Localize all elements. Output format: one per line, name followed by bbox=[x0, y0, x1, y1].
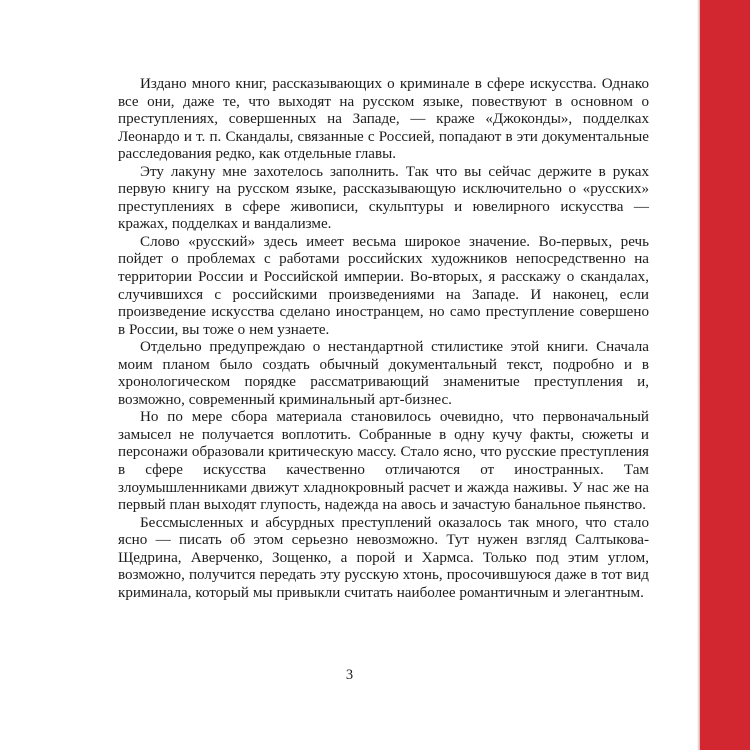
paragraph: Эту лакуну мне захотелось заполнить. Так что вы сейчас держите в руках первую книгу на русском языке, рассказывающую исключительно о «русских» преступлениях в сфере живописи, скульптуры и ювелирного искусства — кражах, подделках и вандализме. bbox=[118, 163, 649, 233]
paragraph: Отдельно предупреждаю о нестандартной стилистике этой книги. Сначала моим планом было создать обычный документальный текст, подробно и в хронологическом порядке рассматривающий знаменитые преступления и, возможно, современный криминальный арт-бизнес. bbox=[118, 339, 649, 408]
red-cover-edge-band bbox=[700, 0, 750, 750]
paragraph: Но по мере сбора материала становилось очевидно, что первоначальный замысел не получается воплотить. Собранные в одну кучу факты, сюжеты и персонажи образовали критическую массу. Стало ясно, что русские преступления в сфере искусства качественно отличаются от иностранных. Там злоумышленниками движут хладнокровный расчет и жажда наживы. У нас же на первый план выходят глупость, надежда на авось и зачастую банальное пьянство. bbox=[118, 409, 649, 514]
paragraph: Бессмысленных и абсурдных преступлений оказалось так много, что стало ясно — писать об этом серьезно невозможно. Тут нужен взгляд Салтыкова-Щедрина, Аверченко, Зощенко, а порой и Хармса. Только под этим углом, возможно, получится передать эту русскую хтонь, просочившуюся даже в тот вид криминала, который мы привыкли считать наиболее романтичным и элегантным. bbox=[118, 514, 649, 601]
paragraph: Слово «русский» здесь имеет весьма широкое значение. Во-первых, речь пойдет о проблемах с работами российских художников непосредственно на территории России и Российской империи. Во-вторых, я расскажу о скандалах, случившихся с российскими произведениями на Западе. И наконец, если произведение искусства сделано иностранцем, но само преступление совершено в России, вы тоже о нем узнаете. bbox=[118, 233, 649, 338]
body-text-column bbox=[118, 76, 649, 602]
paragraph: Издано много книг, рассказывающих о криминале в сфере искусства. Однако все они, даже те, что выходят на русском языке, повествуют в основном о преступлениях, совершенных на Западе, — краже «Джоконды», подделках Леонардо и т. п. Скандалы, связанные с Россией, попадают в эти документальные расследования редко, как отдельные главы. bbox=[118, 76, 649, 163]
page-number: 3 bbox=[345, 667, 354, 683]
